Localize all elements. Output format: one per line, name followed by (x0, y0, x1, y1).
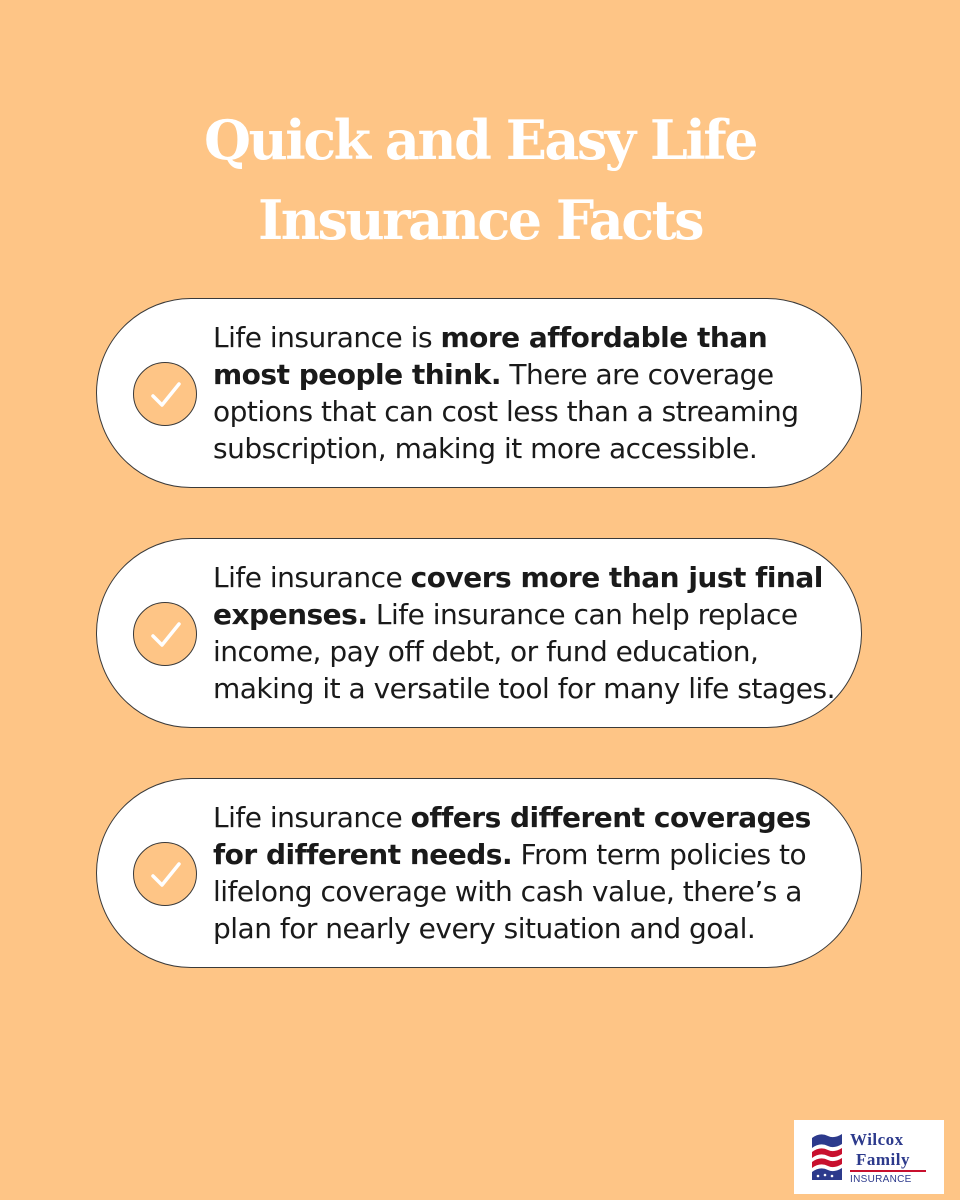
logo-name-line-2: Family (856, 1150, 910, 1169)
fact-text (213, 559, 838, 707)
check-icon (133, 842, 197, 906)
check-icon (133, 362, 197, 426)
fact-lead: Life insurance (213, 561, 411, 594)
fact-detail: There are coverage options that can cost less than a streaming subscription, making it more accessible. (213, 358, 799, 465)
logo-divider (850, 1170, 926, 1172)
flag-icon (808, 1130, 846, 1184)
fact-detail: Life insurance can help replace income, pay off debt, or fund education, making it a versatile tool for many life stages. (213, 598, 836, 705)
fact-highlight: offers different coverages for different needs. (213, 801, 811, 871)
fact-highlight: more affordable than most people think. (213, 321, 768, 391)
fact-text (213, 319, 838, 467)
title-line-2: Insurance Facts (257, 188, 703, 252)
title-line-1: Quick and Easy Life (203, 108, 756, 172)
fact-card-options (96, 778, 862, 968)
fact-highlight: covers more than just final expenses. (213, 561, 823, 631)
page-title (0, 100, 960, 260)
logo-name-line-1: Wilcox (850, 1130, 904, 1149)
fact-card-affordability (96, 298, 862, 488)
fact-text (213, 799, 838, 947)
fact-detail: From term policies to lifelong coverage with cash value, there’s a plan for nearly every situation and goal. (213, 838, 807, 945)
check-icon (133, 602, 197, 666)
fact-card-coverage (96, 538, 862, 728)
logo-name-line-3: INSURANCE (850, 1174, 912, 1185)
fact-lead: Life insurance (213, 801, 411, 834)
company-logo (794, 1120, 944, 1194)
fact-lead: Life insurance is (213, 321, 441, 354)
